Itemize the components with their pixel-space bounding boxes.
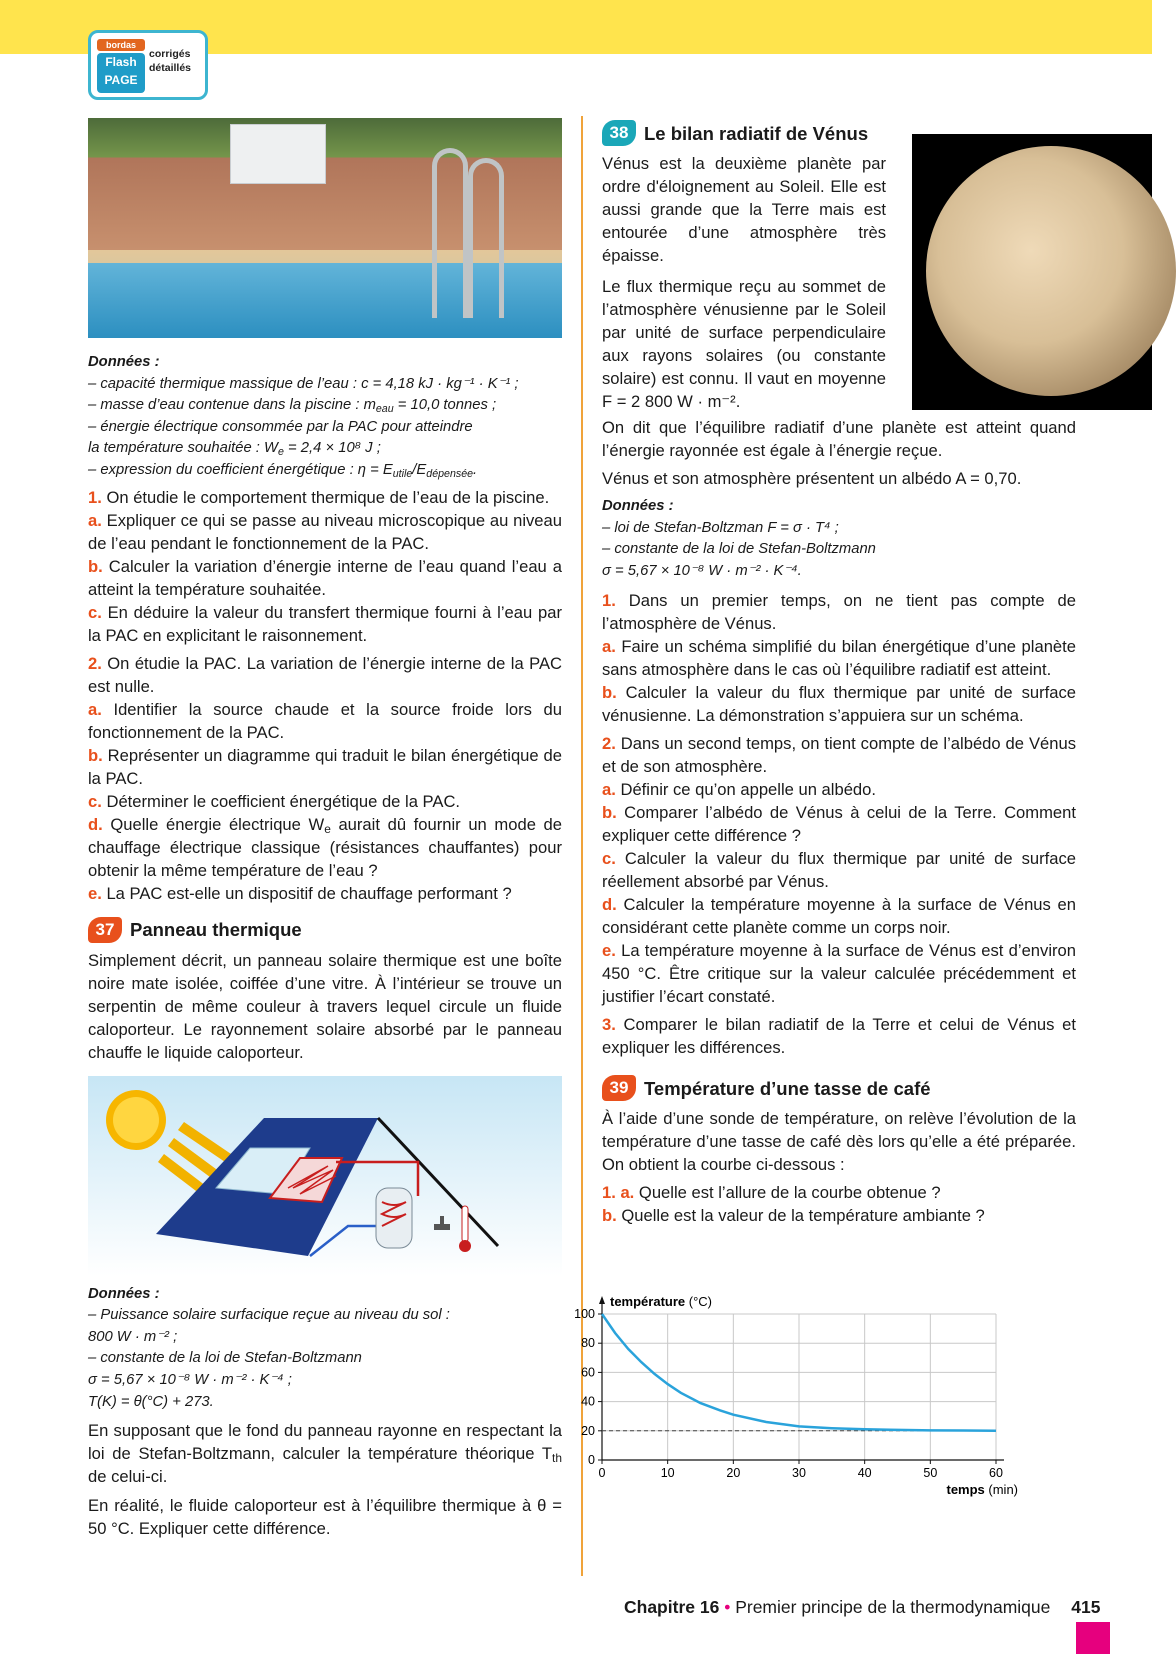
page-footer (624, 1596, 1144, 1618)
pool-q1a: a. Expliquer ce qui se passe au niveau microscopique au niveau de l’eau pendant le fonctionnement de la PAC. (88, 510, 562, 553)
pool-photo (88, 118, 562, 338)
pool-q2d: d. Quelle énergie électrique $W_e$ aurait dû fournir un mode de chauffage électrique classique (résistances chauffantes) pour obtenir la même température de l’eau ? (88, 814, 562, 880)
y-tick-label: 0 (588, 1453, 595, 1467)
chart-ticks (574, 1307, 1003, 1480)
ex38-q2e: e. La température moyenne à la surface de Vénus est d’environ 450 °C. Être critique sur la valeur calculée précédemment et justifier l’écart constaté. (602, 941, 1076, 1007)
chart-grid (602, 1314, 996, 1460)
left-column (88, 118, 562, 1540)
exercise-title: Le bilan radiatif de Vénus (644, 122, 869, 144)
y-axis-label: température (°C) (610, 1294, 712, 1309)
x-tick-label: 30 (792, 1466, 806, 1480)
exercise-38-header (602, 118, 1076, 148)
ex37-data: Données : – Puissance solaire surfacique reçue au niveau du sol : 800 W · m⁻² ; – constante de la loi de Stefan-Boltzmann σ = 5,67 × 10⁻⁸ W · m⁻² · K⁻⁴ ; T(K) = θ(°C) + 273. (88, 1285, 450, 1410)
y-tick-label: 60 (581, 1365, 595, 1380)
x-tick-label: 0 (598, 1466, 606, 1480)
y-tick-label: 20 (581, 1423, 595, 1438)
flash-page-text: Flash PAGE (97, 53, 145, 93)
chapter-number: Chapitre 16 (624, 1597, 720, 1617)
ex38-q1a: a. Faire un schéma simplifié du bilan énergétique d’une planète sans atmosphère dans le cas où l’équilibre radiatif est atteint. (602, 637, 1076, 680)
pool-q2b: b. Représenter un diagramme qui traduit le bilan énergétique de la PAC. (88, 745, 562, 788)
corriges-label: corrigés détaillés (149, 48, 192, 74)
pool-q1b: b. Calculer la variation d’énergie interne de l’eau quand l’eau a atteint la température souhaitée. (88, 556, 562, 599)
ex38-q3: 3. Comparer le bilan radiatif de la Terre et celui de Vénus et expliquer les différences. (602, 1015, 1076, 1058)
ex38-q1b: b. Calculer la valeur du flux thermique par unité de surface vénusienne. La démonstration s’appuiera sur un schéma. (602, 683, 1076, 726)
pool-q2c: c. Déterminer le coefficient énergétique de la PAC. (88, 791, 461, 811)
ex38-q1: 1. Dans un premier temps, on ne tient pas compte de l’atmosphère de Vénus. (602, 591, 1076, 634)
pool-data: Données : – capacité thermique massique de l’eau : c = 4,18 kJ · kg⁻¹ · K⁻¹ ; – masse d’eau contenue dans la piscine : $m_{eau} = 10,0$ tonnes ; – énergie électrique consommée par la PAC pour atteindre la température souhaitée : $W_e = 2,4 \times 10^8$ J ; – expression du coefficient énergétique : $\eta = E_{utile}/E_{dépensée}$. (88, 354, 519, 480)
ex38-q2a: a. Définir ce qu’on appelle un albédo. (602, 780, 876, 800)
ex39-q1b: b. Quelle est la valeur de la température ambiante ? (602, 1206, 985, 1226)
exercise-number-badge: 39 (602, 1075, 636, 1101)
ex38-p3: On dit que l’équilibre radiatif d’une planète est atteint quand l’énergie rayonnée est égale à l’énergie reçue. (602, 418, 1076, 460)
x-tick-label: 50 (923, 1466, 938, 1480)
exercise-title: Panneau thermique (130, 919, 302, 941)
y-tick-label: 40 (581, 1394, 595, 1409)
exercise-37-header (88, 915, 562, 945)
ex39-q1a: 1. a. Quelle est l’allure de la courbe obtenue ? (602, 1183, 941, 1203)
pool-ladder (468, 158, 504, 318)
ex38-q2: 2. Dans un second temps, on tient compte de l’albédo de Vénus et de son atmosphère. (602, 734, 1076, 777)
footer-bullet: • (724, 1597, 731, 1617)
x-tick-label: 10 (660, 1466, 675, 1480)
x-tick-label: 40 (857, 1466, 872, 1480)
y-tick-label: 100 (574, 1307, 595, 1321)
ex39-intro: À l’aide d’une sonde de température, on relève l’évolution de la température d’une tasse de café dès lors qu’elle a été préparée. On obtient la courbe ci-dessous : (602, 1109, 1076, 1175)
exercise-39-header (602, 1073, 1076, 1103)
coffee-temperature-chart (574, 1290, 1078, 1590)
ex37-question: En supposant que le fond du panneau rayonne en respectant la loi de Stefan-Boltzmann, calculer la température théorique $T_{th}$ de celui-ci. (88, 1421, 562, 1487)
ex38-q2c: c. Calculer la valeur du flux thermique par unité de surface réellement absorbé par Vénus. (602, 849, 1076, 892)
ex38-q2d: d. Calculer la température moyenne à la surface de Vénus en considérant cette planète comme un corps noir. (602, 895, 1076, 938)
y-tick-label: 80 (581, 1336, 595, 1351)
heat-pump-unit (230, 124, 326, 184)
ex38-p2: Le flux thermique reçu au sommet de l’atmosphère vénusienne par le Soleil par unité de surface perpendiculaire aux rayons solaires (ou constante solaire) est connu. Il vaut en moyenne F = 2 800 W · m⁻². (602, 277, 886, 411)
pool-ladder (432, 148, 468, 318)
exercise-number-badge: 38 (602, 120, 636, 146)
x-tick-label: 60 (989, 1466, 1003, 1480)
ex37-intro: Simplement décrit, un panneau solaire thermique est une boîte noire mate isolée, coiffée d’une vitre. À l’intérieur se trouve un serpentin de même couleur à travers lequel circule un fluide caloporteur. Le rayonnement solaire absorbé par le panneau chauffe le liquide caloporteur. (88, 950, 562, 1062)
ex38-q2b: b. Comparer l’albédo de Vénus à celui de la Terre. Comment expliquer cette différence ? (602, 803, 1076, 846)
pool-q2a: a. Identifier la source chaude et la source froide lors du fonctionnement de la PAC. (88, 699, 562, 742)
pool-q2e: e. La PAC est-elle un dispositif de chauffage performant ? (88, 883, 512, 903)
x-tick-label: 20 (726, 1466, 741, 1480)
pool-q2: 2. On étudie la PAC. La variation de l’énergie interne de la PAC est nulle. (88, 653, 562, 696)
chapter-title: Premier principe de la thermodynamique (735, 1597, 1051, 1617)
exercise-number-badge: 37 (88, 917, 122, 943)
ex37-question-2: En réalité, le fluide caloporteur est à l’équilibre thermique à θ = 50 °C. Expliquer cette différence. (88, 1496, 562, 1539)
solar-panel-diagram (88, 1076, 562, 1276)
flash-page-logo[interactable] (88, 30, 208, 100)
exercise-title: Température d’une tasse de café (644, 1077, 931, 1099)
column-divider (581, 116, 583, 1576)
page-number: 415 (1071, 1597, 1101, 1617)
ex38-p1: Vénus est la deuxième planète par ordre d'éloignement au Soleil. Elle est aussi grande que la Terre mais est entourée d’une atmosphère très épaisse. (602, 154, 886, 265)
y-axis-arrow-icon (599, 1296, 605, 1304)
ex38-p4: Vénus et son atmosphère présentent un albédo A = 0,70. (602, 469, 1022, 488)
right-column (602, 118, 1076, 1227)
thermometer-icon (462, 1206, 468, 1242)
pool-q1: 1. On étudie le comportement thermique de l’eau de la piscine. (88, 487, 550, 507)
pool-q1c: c. En déduire la valeur du transfert thermique fourni à l’eau par la PAC en explicitant le raisonnement. (88, 602, 562, 645)
x-axis-label: temps (min) (946, 1482, 1018, 1497)
page-tab-marker (1076, 1622, 1110, 1654)
bordas-label: bordas (97, 39, 145, 51)
ex38-data: Données : – loi de Stefan-Boltzman F = σ · T⁴ ; – constante de la loi de Stefan-Boltzmann σ = 5,67 × 10⁻⁸ W · m⁻² · K⁻⁴. (602, 498, 876, 579)
